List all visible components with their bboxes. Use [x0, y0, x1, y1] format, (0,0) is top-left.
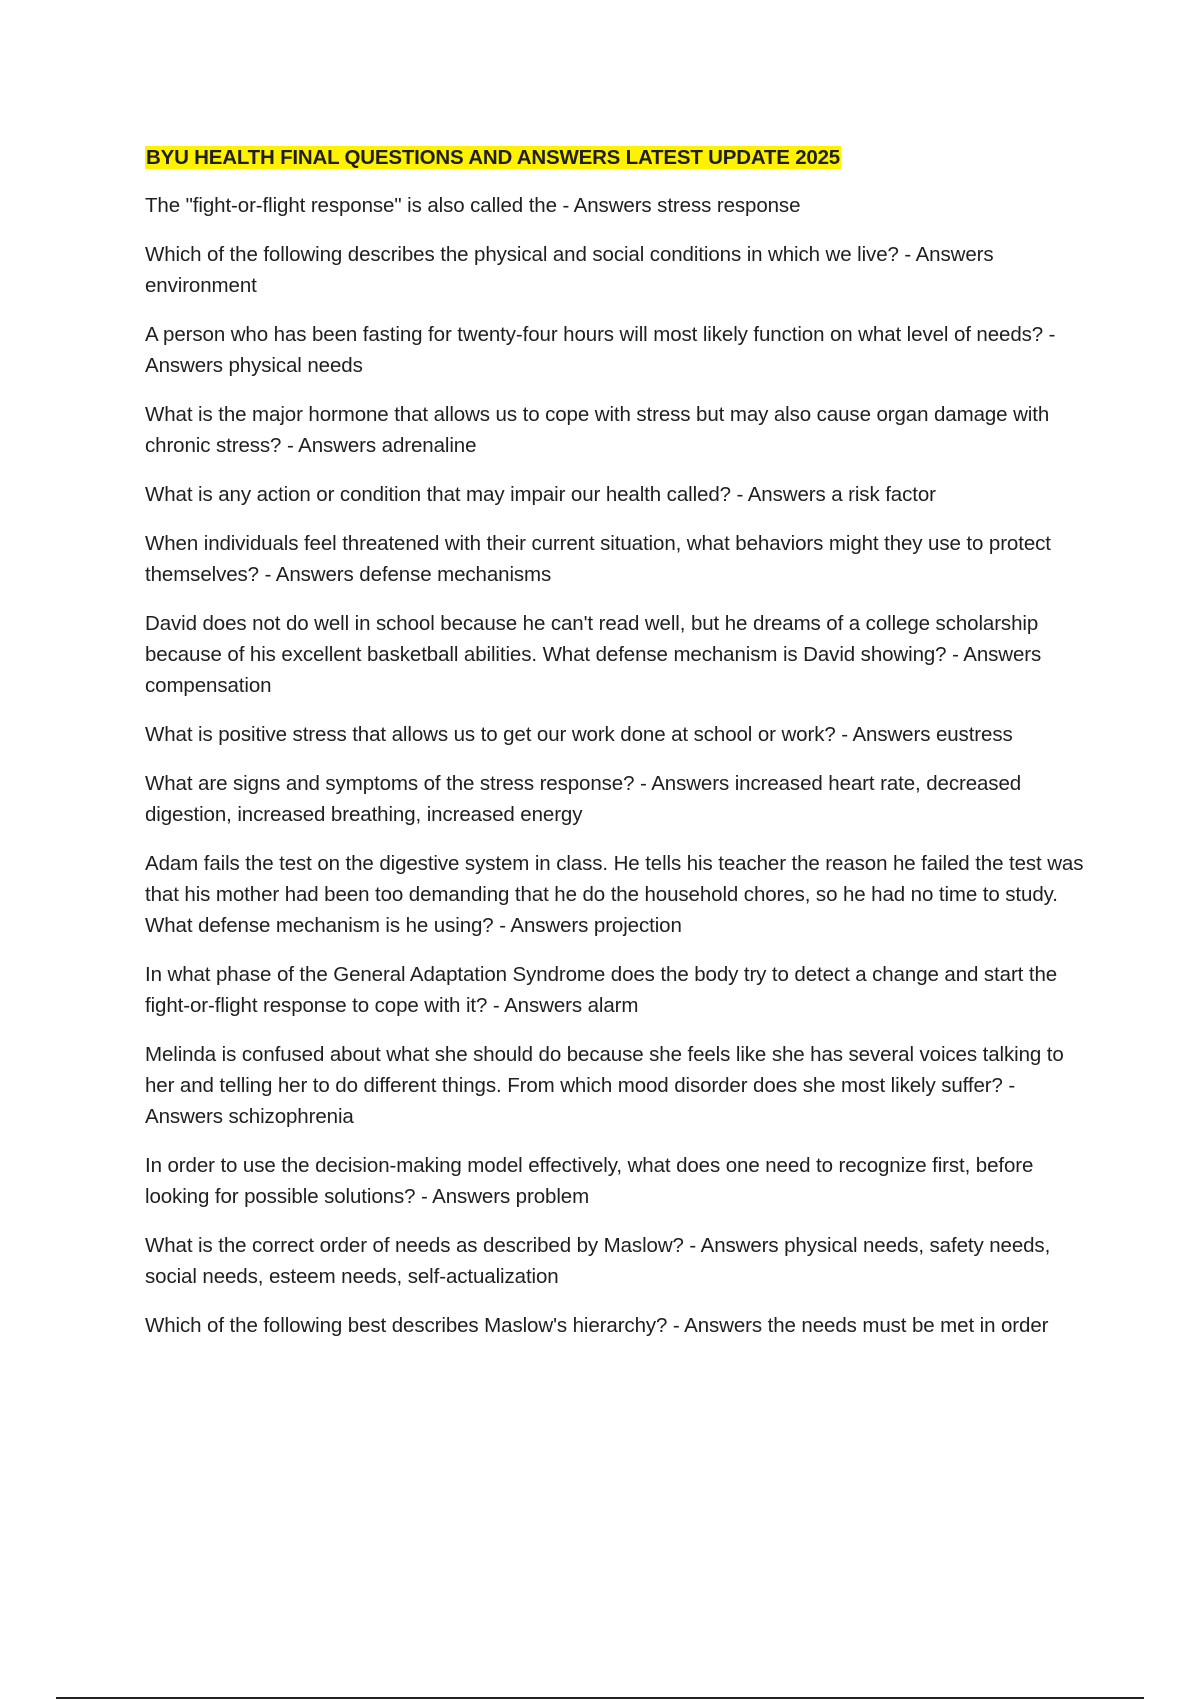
- qa-item: A person who has been fasting for twenty-four hours will most likely function on what level of needs? - Answers physical needs: [145, 323, 1056, 377]
- qa-item: Which of the following best describes Maslow's hierarchy? - Answers the needs must be met in order: [145, 1314, 1049, 1337]
- title-container: [145, 143, 1095, 174]
- qa-item: Adam fails the test on the digestive system in class. He tells his teacher the reason he failed the test was that his mother had been too demanding that he do the household chores, so he had no time to study. What defense mechanism is he using? - Answers projection: [145, 852, 1084, 937]
- qa-item: Which of the following describes the physical and social conditions in which we live? - Answers environment: [145, 243, 994, 297]
- qa-item: The "fight-or-flight response" is also called the - Answers stress response: [145, 194, 801, 217]
- qa-item: What is the major hormone that allows us to cope with stress but may also cause organ damage with chronic stress? - Answers adrenaline: [145, 403, 1050, 457]
- qa-item: David does not do well in school because he can't read well, but he dreams of a college scholarship because of his excellent basketball abilities. What defense mechanism is David showing? - Answers compensation: [145, 612, 1042, 697]
- qa-item: Melinda is confused about what she should do because she feels like she has several voices talking to her and telling her to do different things. From which mood disorder does she most likely suffer? - Answers schizophrenia: [145, 1043, 1064, 1128]
- qa-item: When individuals feel threatened with their current situation, what behaviors might they use to protect themselves? - Answers defense mechanisms: [145, 532, 1051, 586]
- document-content: [145, 143, 1095, 1359]
- qa-item: In what phase of the General Adaptation Syndrome does the body try to detect a change and start the fight-or-flight response to cope with it? - Answers alarm: [145, 963, 1058, 1017]
- qa-item: What are signs and symptoms of the stress response? - Answers increased heart rate, decreased digestion, increased breathing, increased energy: [145, 772, 1022, 826]
- qa-item: What is positive stress that allows us to get our work done at school or work? - Answers eustress: [145, 723, 1013, 746]
- footer-divider: [56, 1697, 1144, 1699]
- qa-item: What is any action or condition that may impair our health called? - Answers a risk factor: [145, 483, 936, 506]
- document-title: BYU HEALTH FINAL QUESTIONS AND ANSWERS LATEST UPDATE 2025: [146, 146, 841, 169]
- qa-item: What is the correct order of needs as described by Maslow? - Answers physical needs, safety needs, social needs, esteem needs, self-actualization: [145, 1234, 1051, 1288]
- qa-item: In order to use the decision-making model effectively, what does one need to recognize first, before looking for possible solutions? - Answers problem: [145, 1154, 1034, 1208]
